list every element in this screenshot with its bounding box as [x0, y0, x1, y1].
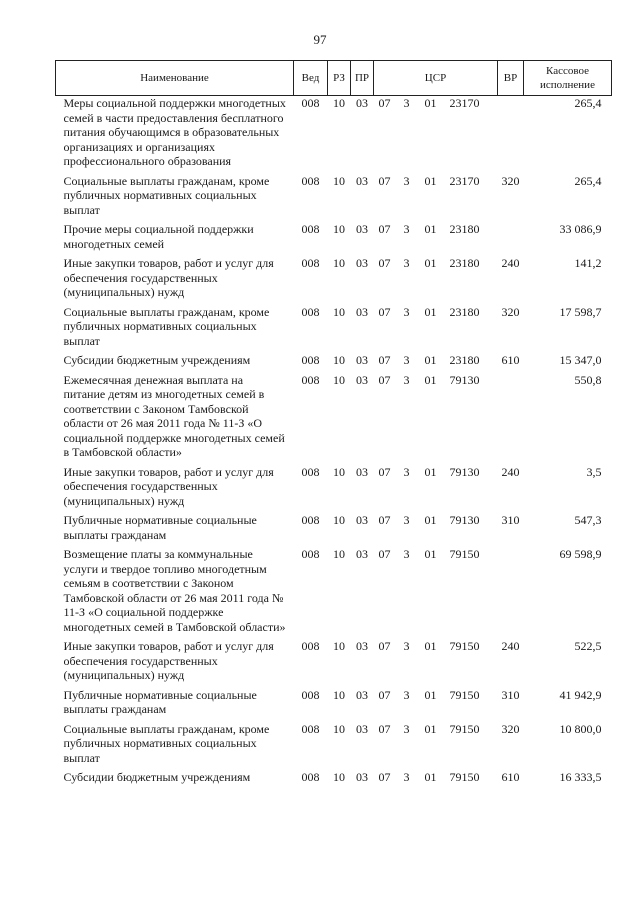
row-vr — [498, 547, 524, 639]
row-csr-part: 07 — [378, 770, 391, 784]
header-rz: РЗ — [328, 61, 351, 96]
row-vr — [498, 222, 524, 256]
row-vr: 310 — [501, 513, 520, 527]
row-csr-part: 79150 — [449, 639, 480, 653]
row-name: Субсидии бюджетным учреждениям — [63, 770, 251, 784]
row-csr-part: 79150 — [449, 687, 480, 702]
row-pr: 03 — [356, 464, 368, 479]
row-pr: 03 — [356, 353, 368, 367]
table-row — [56, 688, 612, 722]
row-csr-part: 01 — [424, 639, 437, 653]
row-csr-part: 79130 — [449, 372, 480, 387]
row-amount: 17 598,7 — [559, 304, 602, 319]
table-row — [56, 770, 612, 790]
row-pr: 03 — [356, 173, 368, 188]
row-csr-part: 3 — [403, 372, 410, 387]
header-pr: ПР — [351, 61, 374, 96]
row-csr-part: 01 — [424, 687, 437, 702]
row-rz: 10 — [333, 639, 345, 653]
row-rz: 10 — [333, 353, 345, 367]
row-csr-part: 07 — [378, 639, 391, 653]
row-csr-part: 01 — [424, 770, 437, 784]
row-csr-part: 01 — [424, 304, 437, 319]
row-vr: 320 — [501, 721, 520, 736]
row-name: Ежемесячная денежная выплата на питание детям из многодетных семей в соответствии с Законом Тамбовской области от 26 мая 2011 года № 11-З «О социальной поддержке многодетных семей в Тамбовской области» — [63, 372, 285, 459]
page-number: 97 — [313, 32, 327, 47]
row-csr — [374, 770, 498, 790]
row-vr: 610 — [501, 353, 520, 367]
row-vr: 240 — [501, 256, 520, 270]
row-csr — [374, 222, 498, 256]
row-name: Иные закупки товаров, работ и услуг для обеспечения государственных (муниципальных) нужд — [63, 464, 274, 508]
table-row — [56, 353, 612, 373]
table-row — [56, 256, 612, 305]
row-amount: 33 086,9 — [559, 222, 602, 236]
row-csr-part: 07 — [378, 96, 391, 110]
row-csr-part: 23180 — [449, 256, 480, 270]
row-vr: 320 — [501, 304, 520, 319]
row-name: Публичные нормативные социальные выплаты гражданам — [63, 513, 257, 542]
row-csr-part: 3 — [403, 770, 410, 784]
row-csr-part: 3 — [403, 222, 410, 236]
row-csr — [374, 305, 498, 354]
row-amount: 69 598,9 — [559, 547, 602, 561]
table-row — [56, 465, 612, 514]
row-csr-part: 3 — [403, 547, 410, 561]
row-csr-part: 3 — [403, 353, 410, 367]
row-pr: 03 — [356, 770, 368, 784]
row-vr — [498, 96, 524, 174]
row-ved: 008 — [301, 770, 320, 784]
table-row — [56, 222, 612, 256]
row-ved: 008 — [301, 639, 320, 653]
row-amount: 141,2 — [574, 256, 602, 270]
row-csr-part: 01 — [424, 721, 437, 736]
row-rz: 10 — [333, 721, 345, 736]
row-rz: 10 — [333, 464, 345, 479]
row-amount: 522,5 — [574, 639, 602, 653]
budget-execution-table — [55, 60, 612, 790]
row-rz: 10 — [333, 513, 345, 527]
row-ved: 008 — [301, 372, 320, 387]
row-rz: 10 — [333, 547, 345, 561]
row-pr: 03 — [356, 639, 368, 653]
row-csr — [374, 513, 498, 547]
row-csr-part: 79150 — [449, 721, 480, 736]
row-csr-part: 79130 — [449, 513, 480, 527]
row-csr-part: 3 — [403, 687, 410, 702]
row-name: Возмещение платы за коммунальные услуги и твердое топливо многодетным семьям в соответствии с Законом Тамбовской области от 26 мая 2011 года № 11-З «О социальной поддержке многодетных семей в Тамбовской области» — [63, 547, 286, 634]
row-amount: 41 942,9 — [559, 687, 602, 702]
row-csr — [374, 465, 498, 514]
row-name: Социальные выплаты гражданам, кроме публичных нормативных социальных выплат — [63, 304, 270, 348]
row-ved: 008 — [301, 687, 320, 702]
row-pr: 03 — [356, 513, 368, 527]
row-csr-part: 07 — [378, 256, 391, 270]
row-csr — [374, 174, 498, 223]
row-name: Прочие меры социальной поддержки многодетных семей — [63, 222, 254, 251]
row-ved: 008 — [301, 353, 320, 367]
table-header-row — [56, 61, 612, 96]
row-rz: 10 — [333, 222, 345, 236]
row-csr-part: 01 — [424, 222, 437, 236]
row-ved: 008 — [301, 256, 320, 270]
row-vr: 610 — [501, 770, 520, 784]
header-amount-line2: исполнение — [540, 79, 595, 91]
row-rz: 10 — [333, 304, 345, 319]
row-vr: 320 — [501, 173, 520, 188]
row-csr-part: 79130 — [449, 464, 480, 479]
header-amount-line1: Кассовое — [546, 65, 589, 77]
header-name: Наименование — [56, 61, 294, 96]
row-csr-part: 3 — [403, 639, 410, 653]
row-amount: 15 347,0 — [559, 353, 602, 367]
row-csr-part: 01 — [424, 353, 437, 367]
row-ved: 008 — [301, 173, 320, 188]
table-row — [56, 373, 612, 465]
table-row — [56, 96, 612, 174]
header-vr: ВР — [498, 61, 524, 96]
row-rz: 10 — [333, 96, 345, 110]
row-csr-part: 01 — [424, 372, 437, 387]
row-pr: 03 — [356, 304, 368, 319]
row-vr — [498, 373, 524, 465]
row-name: Меры социальной поддержки многодетных семей в части предоставления бесплатного питания обучающимся в образовательных организациях и организациях профессионального образования — [63, 96, 286, 168]
row-rz: 10 — [333, 256, 345, 270]
row-csr — [374, 722, 498, 771]
row-csr-part: 07 — [378, 173, 391, 188]
row-csr-part: 07 — [378, 464, 391, 479]
row-pr: 03 — [356, 687, 368, 702]
row-csr — [374, 96, 498, 174]
row-vr: 310 — [501, 687, 520, 702]
row-rz: 10 — [333, 687, 345, 702]
row-csr-part: 01 — [424, 96, 437, 110]
row-csr-part: 07 — [378, 721, 391, 736]
row-pr: 03 — [356, 547, 368, 561]
row-ved: 008 — [301, 304, 320, 319]
row-csr — [374, 353, 498, 373]
row-csr-part: 3 — [403, 96, 410, 110]
row-name: Иные закупки товаров, работ и услуг для обеспечения государственных (муниципальных) нужд — [63, 256, 274, 299]
row-csr-part: 23180 — [449, 304, 480, 319]
row-csr-part: 23180 — [449, 222, 480, 236]
row-csr — [374, 373, 498, 465]
row-ved: 008 — [301, 721, 320, 736]
table-row — [56, 305, 612, 354]
row-amount: 547,3 — [574, 513, 602, 527]
row-csr-part: 07 — [378, 353, 391, 367]
row-csr-part: 01 — [424, 464, 437, 479]
header-amount — [524, 61, 612, 96]
row-ved: 008 — [301, 513, 320, 527]
row-amount: 3,5 — [586, 464, 602, 479]
row-ved: 008 — [301, 96, 320, 110]
table-body — [56, 96, 612, 790]
row-csr-part: 01 — [424, 547, 437, 561]
row-csr-part: 01 — [424, 256, 437, 270]
row-csr — [374, 688, 498, 722]
row-csr — [374, 547, 498, 639]
row-name: Субсидии бюджетным учреждениям — [63, 353, 251, 367]
row-csr — [374, 256, 498, 305]
row-csr-part: 79150 — [449, 547, 480, 561]
row-csr-part: 01 — [424, 173, 437, 188]
row-csr-part: 23170 — [449, 173, 480, 188]
row-pr: 03 — [356, 721, 368, 736]
table-row — [56, 639, 612, 688]
row-csr-part: 07 — [378, 513, 391, 527]
table-row — [56, 547, 612, 639]
row-name: Публичные нормативные социальные выплаты гражданам — [63, 687, 257, 716]
row-vr: 240 — [501, 464, 520, 479]
header-csr: ЦСР — [374, 61, 498, 96]
row-csr — [374, 639, 498, 688]
row-name: Иные закупки товаров, работ и услуг для обеспечения государственных (муниципальных) нужд — [63, 639, 274, 682]
row-csr-part: 79150 — [449, 770, 480, 784]
row-rz: 10 — [333, 770, 345, 784]
row-pr: 03 — [356, 372, 368, 387]
row-amount: 265,4 — [574, 173, 602, 188]
row-csr-part: 3 — [403, 513, 410, 527]
row-ved: 008 — [301, 464, 320, 479]
row-ved: 008 — [301, 547, 320, 561]
table-row — [56, 174, 612, 223]
row-csr-part: 07 — [378, 372, 391, 387]
row-csr-part: 01 — [424, 513, 437, 527]
row-amount: 550,8 — [574, 372, 602, 387]
row-pr: 03 — [356, 96, 368, 110]
header-ved: Вед — [294, 61, 328, 96]
row-rz: 10 — [333, 372, 345, 387]
row-csr-part: 3 — [403, 464, 410, 479]
row-csr-part: 07 — [378, 222, 391, 236]
row-amount: 16 333,5 — [559, 770, 602, 784]
row-csr-part: 07 — [378, 304, 391, 319]
row-csr-part: 3 — [403, 256, 410, 270]
row-pr: 03 — [356, 222, 368, 236]
row-csr-part: 3 — [403, 304, 410, 319]
row-csr-part: 23170 — [449, 96, 480, 110]
row-rz: 10 — [333, 173, 345, 188]
row-csr-part: 3 — [403, 721, 410, 736]
row-name: Социальные выплаты гражданам, кроме публичных нормативных социальных выплат — [63, 721, 270, 765]
row-ved: 008 — [301, 222, 320, 236]
row-csr-part: 07 — [378, 687, 391, 702]
row-vr: 240 — [501, 639, 520, 653]
row-name: Социальные выплаты гражданам, кроме публичных нормативных социальных выплат — [63, 173, 270, 217]
row-amount: 265,4 — [574, 96, 602, 110]
row-csr-part: 23180 — [449, 353, 480, 367]
row-csr-part: 3 — [403, 173, 410, 188]
table-row — [56, 722, 612, 771]
table-row — [56, 513, 612, 547]
row-amount: 10 800,0 — [559, 721, 602, 736]
row-csr-part: 07 — [378, 547, 391, 561]
row-pr: 03 — [356, 256, 368, 270]
